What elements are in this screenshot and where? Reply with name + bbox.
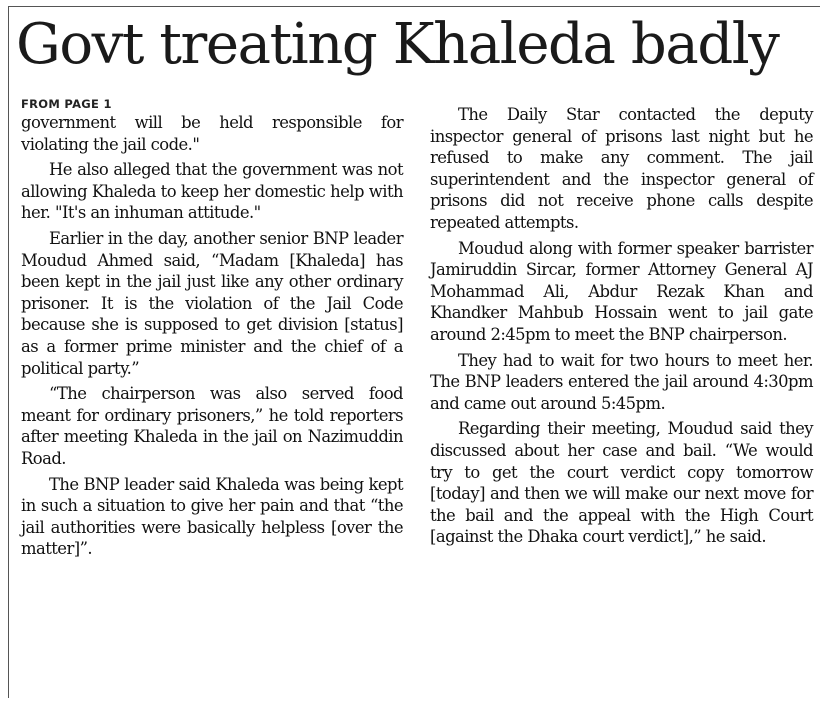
paragraph: Regarding their meeting, Moudud said they discussed about her case and bail. “We would try to get the court verdict copy tomorrow [today] and then we will make our next move for the bail and the appeal with the High Court [against the Dhaka court verdict],” he said. [430,419,813,547]
paragraph: Moudud along with former speaker barrister Jamiruddin Sircar, former Attorney General AJ Mohammad Ali, Abdur Rezak Khan and Khandker Mahbub Hossain went to jail gate around 2:45pm to meet the BNP chairperson. [430,238,813,344]
paragraph: The BNP leader said Khaleda was being kept in such a situation to give her pain and that “the jail authorities were basically helpless [over the matter]”. [21,474,403,559]
article-column-right [430,104,813,552]
paragraph: “The chairperson was also served food meant for ordinary prisoners,” he told reporters after meeting Khaleda in the jail on Nazimuddin Road. [21,384,403,468]
paragraph: He also alleged that the government was not allowing Khaleda to keep her domestic help with her. "It's an inhuman attitude." [21,160,403,223]
article-column-left [21,97,403,564]
paragraph: Earlier in the day, another senior BNP leader Moudud Ahmed said, “Madam [Khaleda] has been kept in the jail just like any other ordinary prisoner. It is the violation of the Jail Code because she is supposed to get division [status] as a former prime minister and the chief of a political party.” [21,228,403,378]
paragraph: The Daily Star contacted the deputy inspector general of prisons last night but he refused to make any comment. The jail superintendent and the inspector general of prisons did not receive phone calls despite repeated attempts. [430,105,813,232]
headline: Govt treating Khaleda badly [16,12,779,77]
continued-from-label: FROM PAGE 1 [21,97,112,111]
paragraph: government will be held responsible for violating the jail code." [21,113,403,154]
paragraph: They had to wait for two hours to meet her. The BNP leaders entered the jail around 4:30pm and came out around 5:45pm. [430,350,813,413]
